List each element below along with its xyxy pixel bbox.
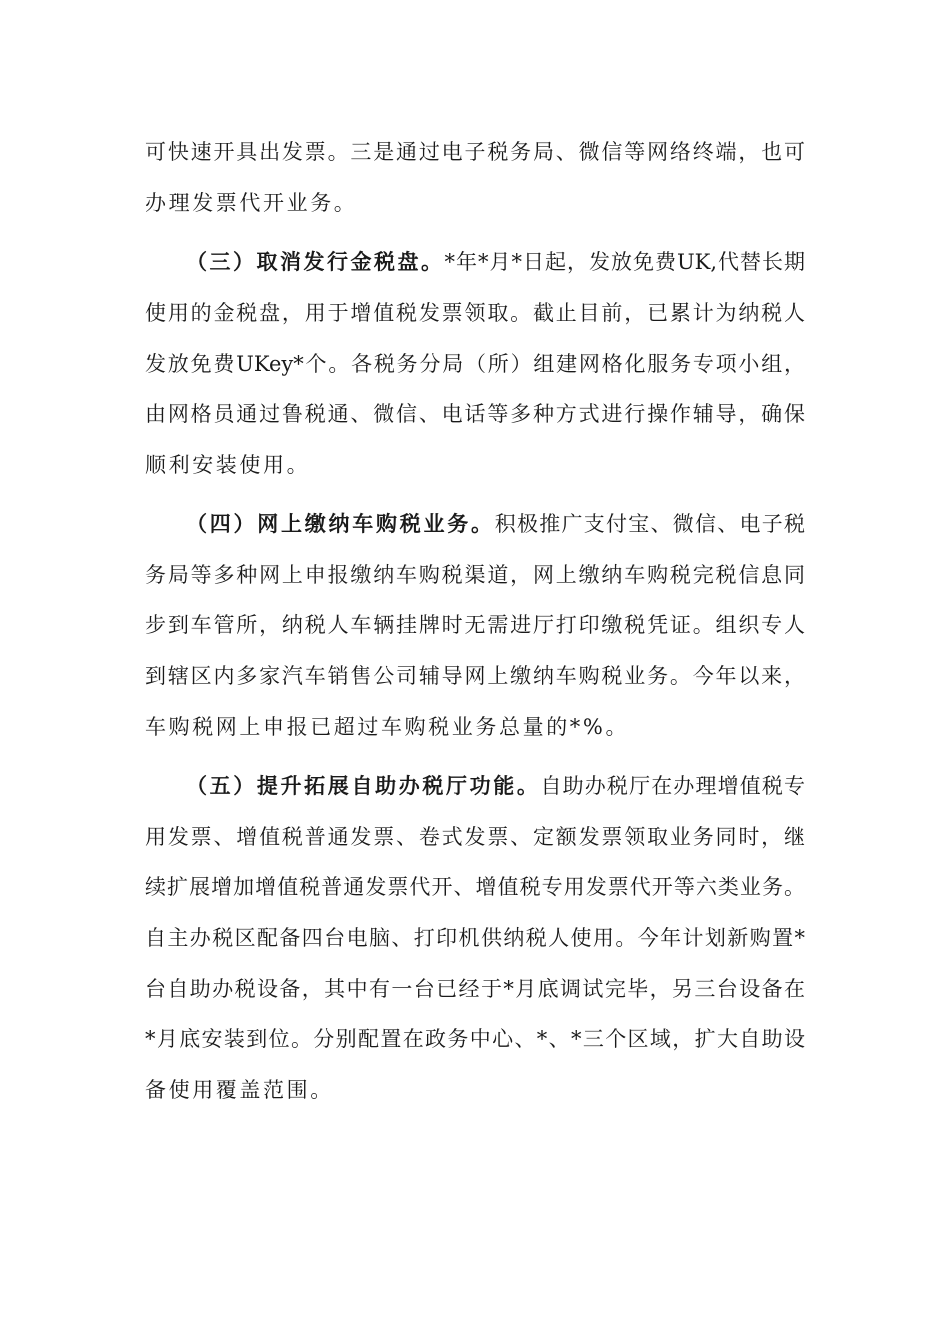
paragraph-line: 使用的金税盘，用于增值税发票领取。截止目前，已累计为纳税人 xyxy=(145,301,805,325)
paragraph-first-line xyxy=(186,506,805,542)
paragraph-line: 发放免费UKey*个。各税务分局（所）组建网格化服务专项小组， xyxy=(145,352,805,376)
paragraph-line: *月底安装到位。分别配置在政务中心、*、*三个区域，扩大自助设 xyxy=(145,1027,805,1051)
paragraph-line: 车购税网上申报已超过车购税业务总量的*%。 xyxy=(145,715,630,739)
paragraph-line: 由网格员通过鲁税通、微信、电话等多种方式进行操作辅导，确保 xyxy=(145,402,805,426)
section-heading: （五）提升拓展自助办税厅功能。 xyxy=(186,774,541,798)
paragraph-line: 办理发票代开业务。 xyxy=(145,191,358,215)
paragraph-line: 顺利安装使用。 xyxy=(145,453,311,477)
section-heading: （四）网上缴纳车购税业务。 xyxy=(186,512,495,536)
paragraph-line: 步到车管所，纳税人车辆挂牌时无需进厅打印缴税凭证。组织专人 xyxy=(145,613,805,637)
paragraph-text: *年*月*日起，发放免费UK,代替长期 xyxy=(444,250,806,274)
paragraph-line: 到辖区内多家汽车销售公司辅导网上缴纳车购税业务。今年以来， xyxy=(145,664,805,688)
section-heading: （三）取消发行金税盘。 xyxy=(186,250,445,274)
paragraph-text: 自助办税厅在办理增值税专 xyxy=(540,774,806,798)
paragraph-first-line xyxy=(186,768,805,804)
paragraph-first-line xyxy=(186,244,805,280)
paragraph-line: 台自助办税设备，其中有一台已经于*月底调试完毕，另三台设备在 xyxy=(145,977,805,1001)
paragraph-line: 续扩展增加增值税普通发票代开、增值税专用发票代开等六类业务。 xyxy=(145,875,805,899)
paragraph-line: 务局等多种网上申报缴纳车购税渠道，网上缴纳车购税完税信息同 xyxy=(145,563,805,587)
paragraph-line: 自主办税区配备四台电脑、打印机供纳税人使用。今年计划新购置* xyxy=(145,926,805,950)
paragraph-line: 用发票、增值税普通发票、卷式发票、定额发票领取业务同时，继 xyxy=(145,825,805,849)
paragraph-line: 备使用覆盖范围。 xyxy=(145,1078,334,1102)
paragraph-line: 可快速开具出发票。三是通过电子税务局、微信等网络终端，也可 xyxy=(145,140,805,164)
paragraph-text: 积极推广支付宝、微信、电子税 xyxy=(494,512,805,536)
